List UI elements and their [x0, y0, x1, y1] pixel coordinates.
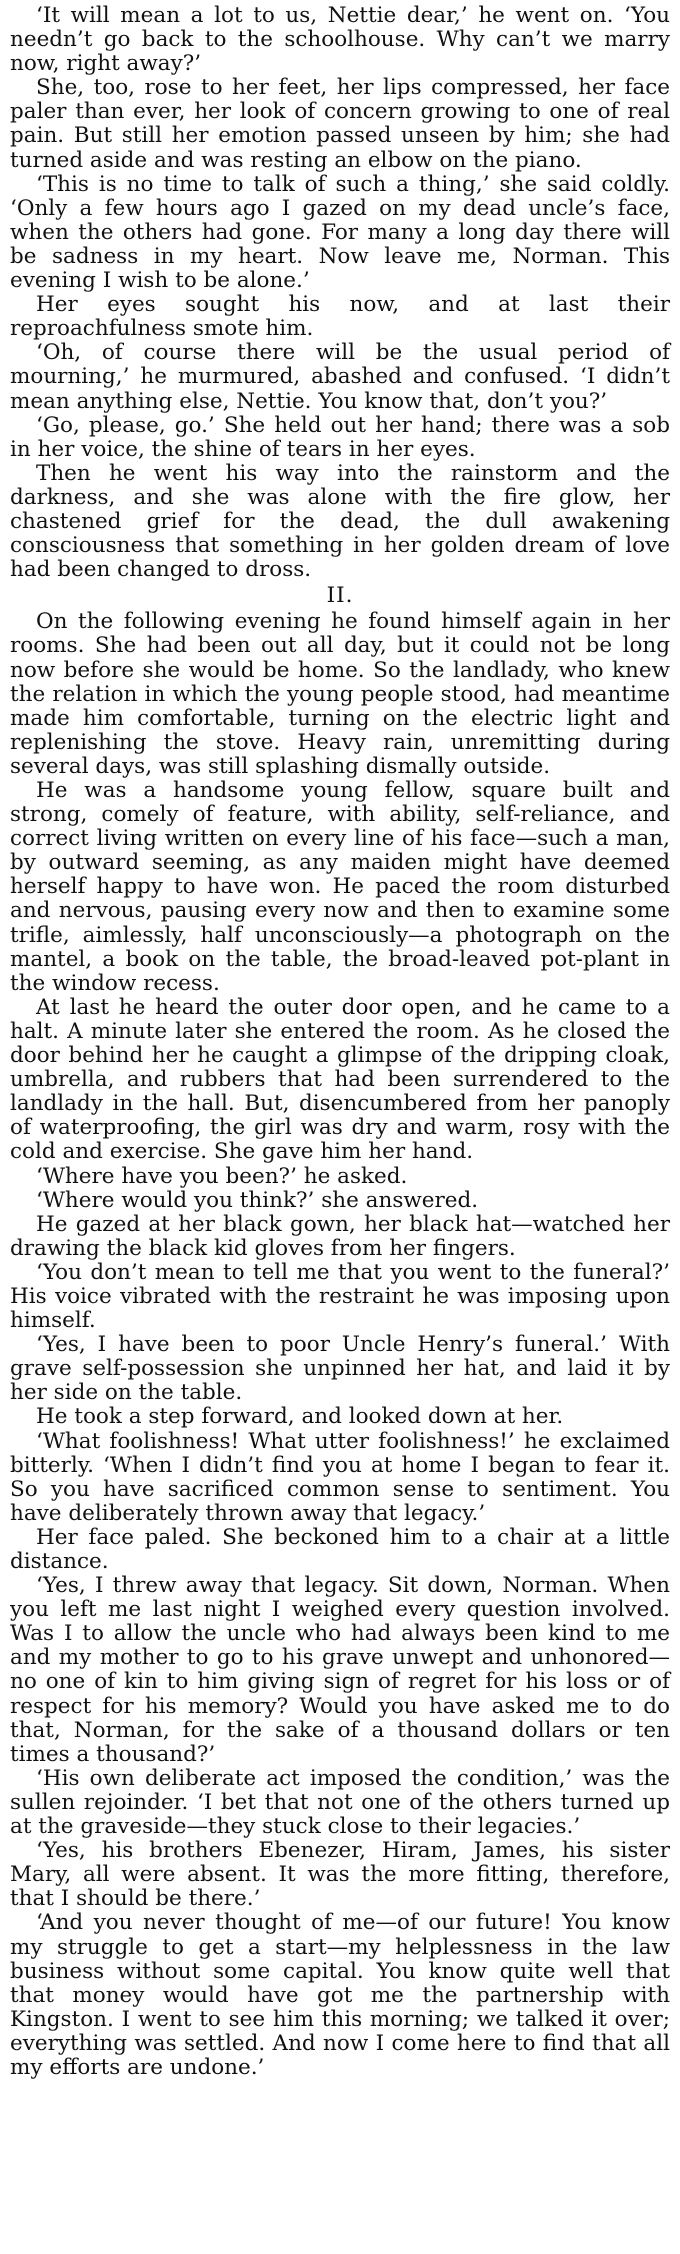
paragraph: ‘Yes, I have been to poor Uncle Henry’s funeral.’ With grave self-possession she unpinned her hat, and laid it by her side on the table.: [10, 1332, 670, 1406]
paragraph: Her eyes sought his now, and at last their reproachfulness smote him.: [10, 292, 670, 342]
paragraph: He gazed at her black gown, her black hat—watched her drawing the black kid gloves from her fingers.: [10, 1211, 670, 1261]
paragraph: ‘Yes, I threw away that legacy. Sit down, Norman. When you left me last night I weighed every question involved. Was I to allow the uncle who had always been kind to me and my mother to go to his grave unwept and unhonored—no one of kin to him giving sign of regret for his loss or of respect for his memory? Would you have asked me to do that, Norman, for the sake of a thousand dollars or ten times a thousand?’: [10, 1573, 670, 1767]
paragraph: ‘You don’t mean to tell me that you went to the funeral?’ His voice vibrated with the restraint he was imposing upon himself.: [10, 1259, 670, 1334]
paragraph: ‘This is no time to talk of such a thing,’ she said coldly. ‘Only a few hours ago I gazed on my dead uncle’s face, when the others had gone. For many a long day there will be sadness in my heart. Now leave me, Norman. This evening I wish to be alone.’: [10, 171, 670, 294]
paragraph: On the following evening he found himself again in her rooms. She had been out all day, but it could not be long now before she would be home. So the landlady, who knew the relation in which the young people stood, had meantime made him comfortable, turning on the electric light and replenishing the stove. Heavy rain, unremitting during several days, was still splashing dismally outside.: [10, 609, 670, 779]
paragraph: ‘Where would you think?’ she answered.: [36, 1187, 479, 1213]
paragraph: He was a handsome young fellow, square built and strong, comely of feature, with ability, self-reliance, and correct living written on every line of his face—such a man, by outward seeming, as any maiden might have deemed herself happy to have won. He paced the room disturbed and nervous, pausing every now and then to examine some trifle, aimlessly, half unconsciously—a photograph on the mantel, a book on the table, the broad-leaved pot-plant in the window recess.: [10, 778, 670, 996]
paragraph: Then he went his way into the rainstorm and the darkness, and she was alone with the fire glow, her chastened grief for the dead, the dull awakening consciousness that something in her golden dream of love had been changed to dross.: [10, 460, 670, 583]
paragraph: She, too, rose to her feet, her lips compressed, her face paler than ever, her look of concern growing to one of real pain. But still her emotion passed unseen by him; she had turned aside and was resting an elbow on the piano.: [10, 75, 670, 173]
section-heading: II.: [326, 583, 354, 609]
paragraph: ‘It will mean a lot to us, Nettie dear,’ he went on. ‘You needn’t go back to the schoolhouse. Why can’t we marry now, right away?’: [10, 3, 670, 77]
paragraph: ‘What foolishness! What utter foolishness!’ he exclaimed bitterly. ‘When I didn’t find you at home I began to fear it. So you have sacrificed common sense to sentiment. You have deliberately thrown away that legacy.’: [10, 1428, 670, 1526]
story-part-one: [10, 4, 670, 582]
paragraph: At last he heard the outer door open, and he came to a halt. A minute later she entered the room. As he closed the door behind her he caught a glimpse of the dripping cloak, umbrella, and rubbers that had been surrendered to the landlady in the hall. But, disencumbered from her panoply of waterproofing, the girl was dry and warm, rosy with the cold and exercise. She gave him her hand.: [10, 994, 670, 1165]
paragraph: He took a step forward, and looked down at her.: [36, 1404, 564, 1430]
paragraph: Her face paled. She beckoned him to a chair at a little distance.: [10, 1524, 670, 1574]
story-part-two: [10, 610, 670, 2080]
paragraph: ‘Where have you been?’ he asked.: [36, 1163, 408, 1189]
paragraph: ‘Go, please, go.’ She held out her hand; there was a sob in her voice, the shine of tears in her eyes.: [10, 412, 670, 462]
paragraph: ‘Oh, of course there will be the usual period of mourning,’ he murmured, abashed and confused. ‘I didn’t mean anything else, Nettie. You know that, don’t you?’: [10, 340, 670, 414]
paragraph: ‘Yes, his brothers Ebenezer, Hiram, James, his sister Mary, all were absent. It was the more fitting, therefore, that I should be there.’: [10, 1838, 670, 1912]
paragraph: ‘And you never thought of me—of our future! You know my struggle to get a start—my helplessness in the law business without some capital. You know quite well that that money would have got me the partnership with Kingston. I went to see him this morning; we talked it over; everything was settled. And now I come here to find that all my efforts are undone.’: [10, 1910, 670, 2080]
paragraph: ‘His own deliberate act imposed the condition,’ was the sullen rejoinder. ‘I bet that not one of the others turned up at the graveside—they stuck close to their legacies.’: [10, 1765, 670, 1840]
